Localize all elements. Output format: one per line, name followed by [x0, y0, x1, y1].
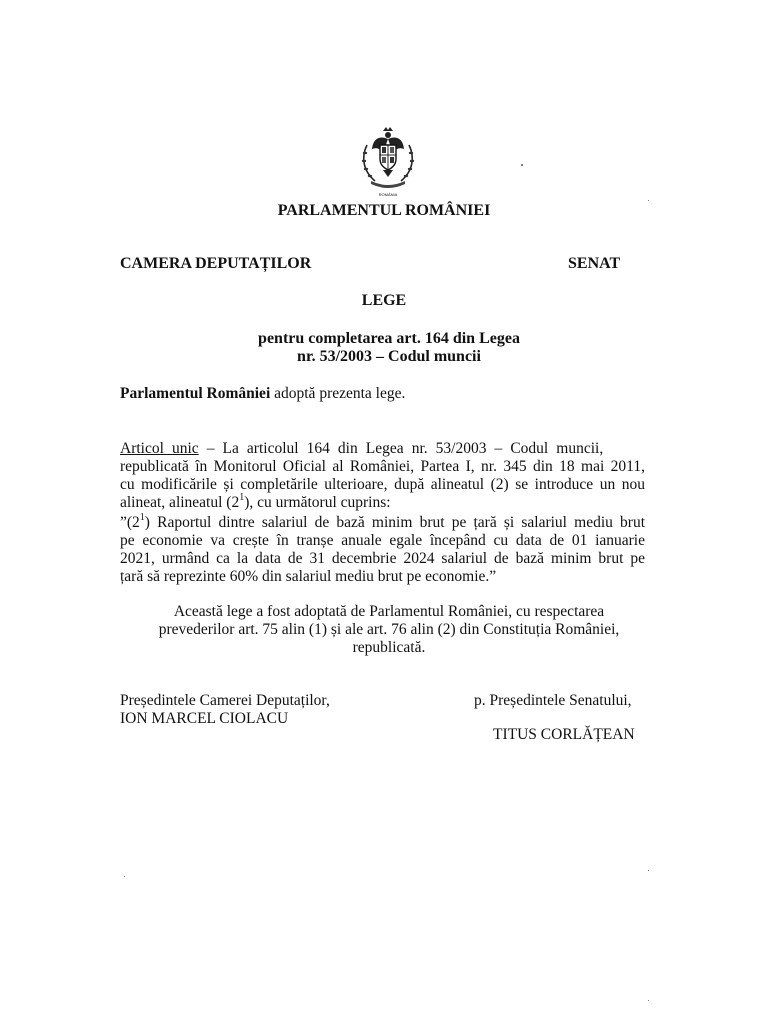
article-line-3: cu modificările și completările ulterioare, după alineatul (2) se introduce un nou: [120, 476, 645, 493]
quote-text-1b: ) Raportul dintre salariul de bază minim brut pe țară și salariul mediu brut: [144, 514, 645, 531]
article-text-4a: alineat, alineatul (2: [120, 494, 240, 511]
adopt-subject: Parlamentul României: [120, 385, 271, 402]
article-line-1: [120, 440, 603, 458]
scan-speck: [124, 876, 125, 877]
parliament-heading: PARLAMENTUL ROMÂNIEI: [277, 202, 491, 219]
article-line-4: [120, 491, 645, 512]
quote-text-1a: ”(2: [120, 514, 140, 531]
scan-speck: [648, 1000, 649, 1001]
chamber-president-title: Președintele Camerei Deputaților,: [120, 692, 330, 709]
adoption-note-line-3: republicată.: [352, 639, 426, 656]
article-text-1: – La articolul 164 din Legea nr. 53/2003 – Codul muncii,: [198, 440, 604, 457]
article-label: Articol unic: [120, 440, 199, 457]
adoption-note-line-2: prevederilor art. 75 alin (1) și ale art. 76 alin (2) din Constituția României,: [158, 621, 620, 638]
scan-speck: [521, 164, 523, 166]
chamber-president-name: ION MARCEL CIOLACU: [120, 710, 289, 727]
chamber-deputies-heading: CAMERA DEPUTAȚILOR: [120, 255, 312, 272]
article-text-4b: ), cu următorul cuprins:: [244, 494, 391, 511]
adoption-note: [100, 603, 678, 657]
adoption-statement: [120, 385, 405, 403]
quote-line-4: țară să reprezinte 60% din salariul mediu brut pe economie.”: [120, 568, 497, 585]
signature-right: [474, 692, 674, 710]
scan-speck: [648, 200, 649, 201]
article-superscript: 1: [239, 491, 245, 503]
quote-superscript: 1: [139, 511, 145, 523]
article-paragraph: [120, 440, 645, 512]
article-line-2: republicată în Monitorul Oficial al României, Partea I, nr. 345 din 18 mai 2011,: [120, 458, 645, 475]
quote-line-2: pe economie va crește în tranșe anuale egale începând cu data de 01 ianuarie: [120, 532, 645, 549]
inserted-paragraph: [120, 511, 645, 586]
scan-speck: [648, 870, 649, 871]
law-title-line-1: pentru completarea art. 164 din Legea: [258, 330, 520, 347]
coat-of-arms-emblem: [355, 125, 421, 193]
senate-president-title: p. Președintele Senatului,: [474, 692, 632, 709]
adopt-predicate: adoptă prezenta lege.: [270, 385, 406, 402]
law-type-heading: LEGE: [361, 292, 407, 309]
quote-line-3: 2021, urmând ca la data de 31 decembrie 2024 salariul de bază minim brut pe: [120, 550, 645, 567]
emblem-caption: ROMÂNIA: [378, 192, 398, 197]
law-title-line-2: nr. 53/2003 – Codul muncii: [297, 348, 481, 365]
quote-line-1: [120, 511, 645, 532]
adoption-note-line-1: Această lege a fost adoptată de Parlamentul României, cu respectarea: [173, 603, 605, 620]
senate-president-name: TITUS CORLĂȚEAN: [493, 726, 635, 743]
signature-left: [120, 692, 330, 728]
senate-heading: SENAT: [568, 255, 621, 272]
